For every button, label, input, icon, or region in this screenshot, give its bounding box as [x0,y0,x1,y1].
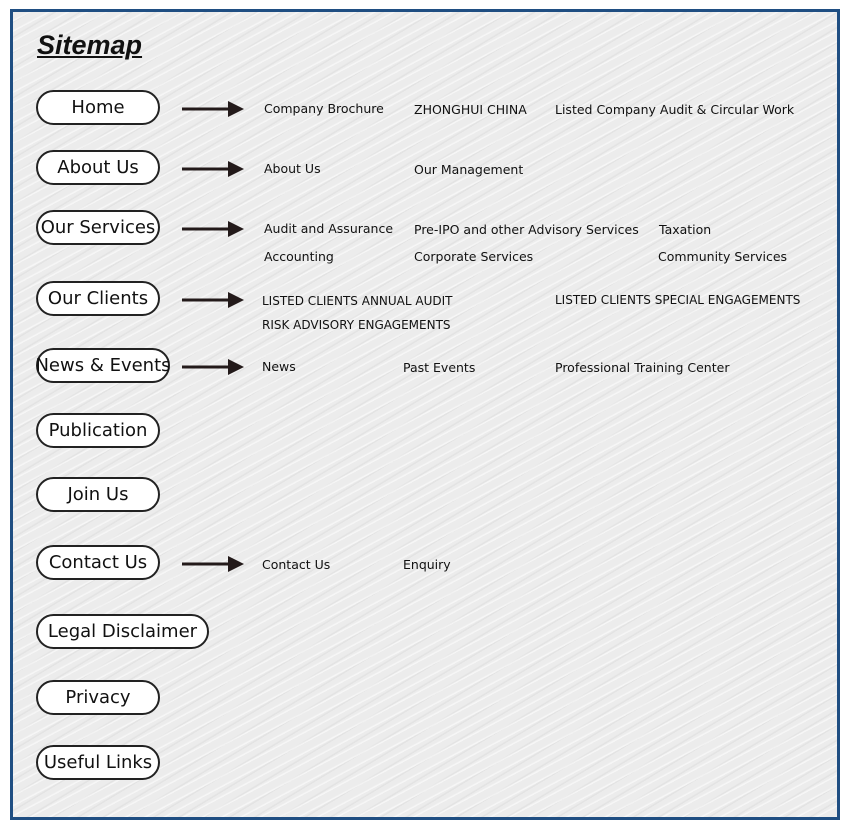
arrow-right-icon [182,358,246,376]
arrow-right-icon [182,160,246,178]
news-link-past-events[interactable]: Past Events [403,360,476,375]
services-link-pre-ipo[interactable]: Pre-IPO and other Advisory Services [414,222,639,237]
contact-link-contact-us[interactable]: Contact Us [262,557,331,572]
clients-link-annual-audit[interactable]: LISTED CLIENTS ANNUAL AUDIT [262,294,453,308]
nav-privacy-button[interactable]: Privacy [36,680,160,715]
nav-news-events-button[interactable]: News & Events [36,348,170,383]
nav-useful-links-button[interactable]: Useful Links [36,745,160,780]
nav-publication-button[interactable]: Publication [36,413,160,448]
about-link-our-management[interactable]: Our Management [414,162,524,177]
about-link-about-us[interactable]: About Us [264,161,321,176]
services-link-accounting[interactable]: Accounting [264,249,334,264]
nav-legal-disclaimer-button[interactable]: Legal Disclaimer [36,614,209,649]
arrow-right-icon [182,291,246,309]
arrow-right-icon [182,220,246,238]
home-link-listed-company-audit[interactable]: Listed Company Audit & Circular Work [555,102,795,117]
arrow-right-icon [182,100,246,118]
nav-our-clients-button[interactable]: Our Clients [36,281,160,316]
nav-join-us-button[interactable]: Join Us [36,477,160,512]
nav-home-button[interactable]: Home [36,90,160,125]
nav-contact-us-button[interactable]: Contact Us [36,545,160,580]
services-link-taxation[interactable]: Taxation [659,222,712,237]
contact-link-enquiry[interactable]: Enquiry [403,557,451,572]
services-link-community-services[interactable]: Community Services [658,249,788,264]
arrow-right-icon [182,555,246,573]
nav-about-us-button[interactable]: About Us [36,150,160,185]
clients-link-special-engagements[interactable]: LISTED CLIENTS SPECIAL ENGAGEMENTS [555,293,801,307]
news-link-news[interactable]: News [262,359,296,374]
page-title: Sitemap [37,30,143,60]
home-link-zhonghui-china[interactable]: ZHONGHUI CHINA [414,102,527,117]
news-link-training-center[interactable]: Professional Training Center [555,360,730,375]
home-link-company-brochure[interactable]: Company Brochure [264,101,384,116]
nav-our-services-button[interactable]: Our Services [36,210,160,245]
services-link-audit-assurance[interactable]: Audit and Assurance [264,221,394,236]
clients-link-risk-advisory[interactable]: RISK ADVISORY ENGAGEMENTS [262,318,451,332]
services-link-corporate-services[interactable]: Corporate Services [414,249,534,264]
